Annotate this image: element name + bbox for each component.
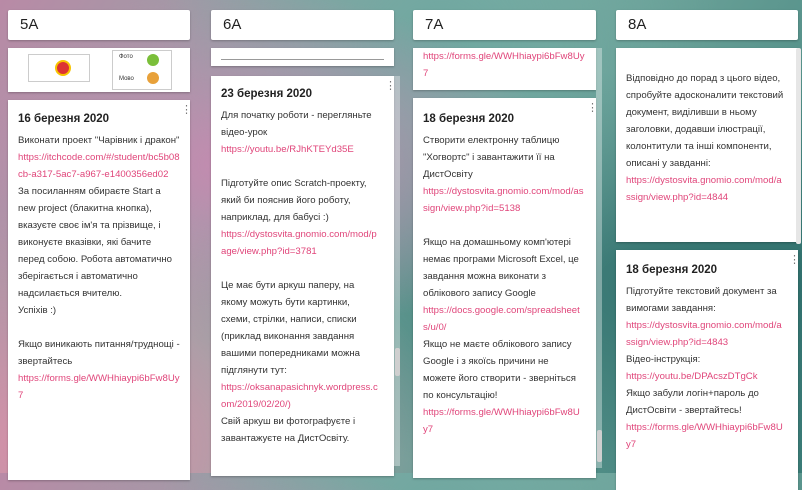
post-text: Підготуйте текстовий документ за вимогами завдання: — [626, 286, 777, 314]
post-text: Якщо не маєте облікового запису Google і з якоїсь причини не можете його створити - зверніться по консультацію! — [423, 339, 576, 401]
post-card[interactable] — [413, 98, 596, 478]
image-card[interactable] — [8, 48, 190, 92]
character-icon — [147, 72, 159, 84]
post-card[interactable] — [8, 100, 190, 480]
post-card[interactable] — [616, 250, 798, 490]
post-card-top[interactable] — [211, 48, 394, 66]
post-date: 23 березня 2020 — [221, 88, 313, 100]
flower-icon — [55, 60, 71, 76]
post-text: За посиланням обираєте Start a new project (блакитна кнопка), вказуєте своє ім'я та прізвище, і виконуєте вказівки, які бачите перед собою. Робота автоматично зберігається і автоматично надсилається вчителю. — [18, 186, 173, 299]
post-date: 18 березня 2020 — [423, 113, 515, 125]
post-link[interactable]: https://dystosvita.gnomio.com/mod/assign/view.php?id=5138 — [423, 186, 584, 214]
post-card[interactable] — [616, 48, 798, 242]
column-header-6a[interactable] — [211, 10, 394, 40]
post-link[interactable]: https://oksanapasichnyk.wordpress.com/2019/02/20/) — [221, 382, 378, 410]
table-label: Мово — [119, 76, 134, 82]
post-date: 16 березня 2020 — [18, 113, 110, 125]
post-text: Успіхів :) — [18, 305, 57, 316]
table-label: Фото — [119, 54, 133, 60]
post-text: Якщо на домашньому комп'ютері немає програми Microsoft Excel, це завдання можна виконати з облікового запису Google — [423, 237, 579, 299]
post-link[interactable]: https://forms.gle/WWHhiaypi6bFw8Uy7 — [18, 373, 180, 401]
post-date: 18 березня 2020 — [626, 264, 718, 276]
column-8a — [610, 48, 802, 473]
post-card[interactable] — [211, 76, 394, 476]
post-text: Підготуйте опис Scratch-проекту, який би пояснив його роботу, наприклад, для бабусі :) — [221, 178, 367, 223]
column-title: 5A — [20, 16, 39, 33]
column-header-5a[interactable] — [8, 10, 190, 40]
more-options-icon[interactable]: ⋮ — [385, 80, 396, 92]
divider — [221, 59, 384, 60]
character-icon — [147, 54, 159, 66]
column-header-8a[interactable] — [616, 10, 798, 40]
column-title: 8A — [628, 16, 647, 33]
post-link[interactable]: https://forms.gle/WWHhiaypi6bFw8Uy7 — [423, 51, 585, 79]
scrollbar-thumb[interactable] — [597, 430, 602, 462]
post-link[interactable]: https://forms.gle/WWHhiaypi6bFw8Uy7 — [423, 407, 580, 435]
post-link[interactable]: https://forms.gle/WWHhiaypi6bFw8Uy7 — [626, 422, 783, 450]
post-link[interactable]: https://dystosvita.gnomio.com/mod/assign/view.php?id=4844 — [626, 175, 782, 203]
column-title: 7A — [425, 16, 444, 33]
post-link[interactable]: https://dystosvita.gnomio.com/mod/assign/view.php?id=4843 — [626, 320, 782, 348]
scrollbar-thumb[interactable] — [395, 348, 400, 376]
post-text: Якщо виникають питання/труднощі - звертайтесь — [18, 339, 180, 367]
post-text: Відповідно до порад з цього відео, спробуйте адосконалити текстовий документ, виділивши в ньому заголовки, додавши ілюстрації, колонтитули та інші компоненти, описані у завданні: — [626, 73, 784, 169]
post-text: Відео-інструкція: — [626, 354, 701, 365]
column-6a — [205, 48, 400, 473]
post-text: Свій аркуш ви фотографуєте і завантажуєте на ДистОсвіту. — [221, 416, 356, 444]
post-card-top[interactable] — [413, 48, 596, 90]
table-image — [112, 50, 172, 90]
post-link[interactable]: https://youtu.be/DPAcszDTgCk — [626, 371, 758, 382]
column-header-7a[interactable] — [413, 10, 596, 40]
scrollbar-thumb[interactable] — [796, 48, 801, 244]
scrollbar-track — [596, 48, 602, 468]
post-text: Створити електронну таблицю "Хогвортс" і завантажити її на ДистОсвіту — [423, 135, 560, 180]
scrollbar-track — [394, 76, 400, 466]
post-text: Для початку роботи - перегляньте відео-урок — [221, 110, 372, 138]
more-options-icon[interactable]: ⋮ — [789, 254, 800, 266]
column-5a — [8, 48, 190, 473]
post-link[interactable]: https://docs.google.com/spreadsheets/u/0/ — [423, 305, 580, 333]
post-text: Виконати проект "Чарівник і дракон" — [18, 135, 180, 146]
more-options-icon[interactable]: ⋮ — [181, 104, 192, 116]
post-link[interactable]: https://itchcode.com/#/student/bc5b08cb-a317-5ac7-a967-e1400356ed02 — [18, 152, 180, 180]
post-link[interactable]: https://youtu.be/RJhKTEYd35E — [221, 144, 354, 155]
column-7a — [407, 48, 602, 473]
more-options-icon[interactable]: ⋮ — [587, 102, 598, 114]
post-text: Це має бути аркуш паперу, на якому можуть бути картинки, схеми, стрілки, написи, списки (приклад виконання завдання вашими попередниками можна підглянути тут: — [221, 280, 361, 376]
column-title: 6A — [223, 16, 242, 33]
table-image — [28, 54, 90, 82]
post-text: Якщо забули логін+пароль до ДистОсвіти - звертайтесь! — [626, 388, 759, 416]
post-link[interactable]: https://dystosvita.gnomio.com/mod/page/view.php?id=3781 — [221, 229, 377, 257]
